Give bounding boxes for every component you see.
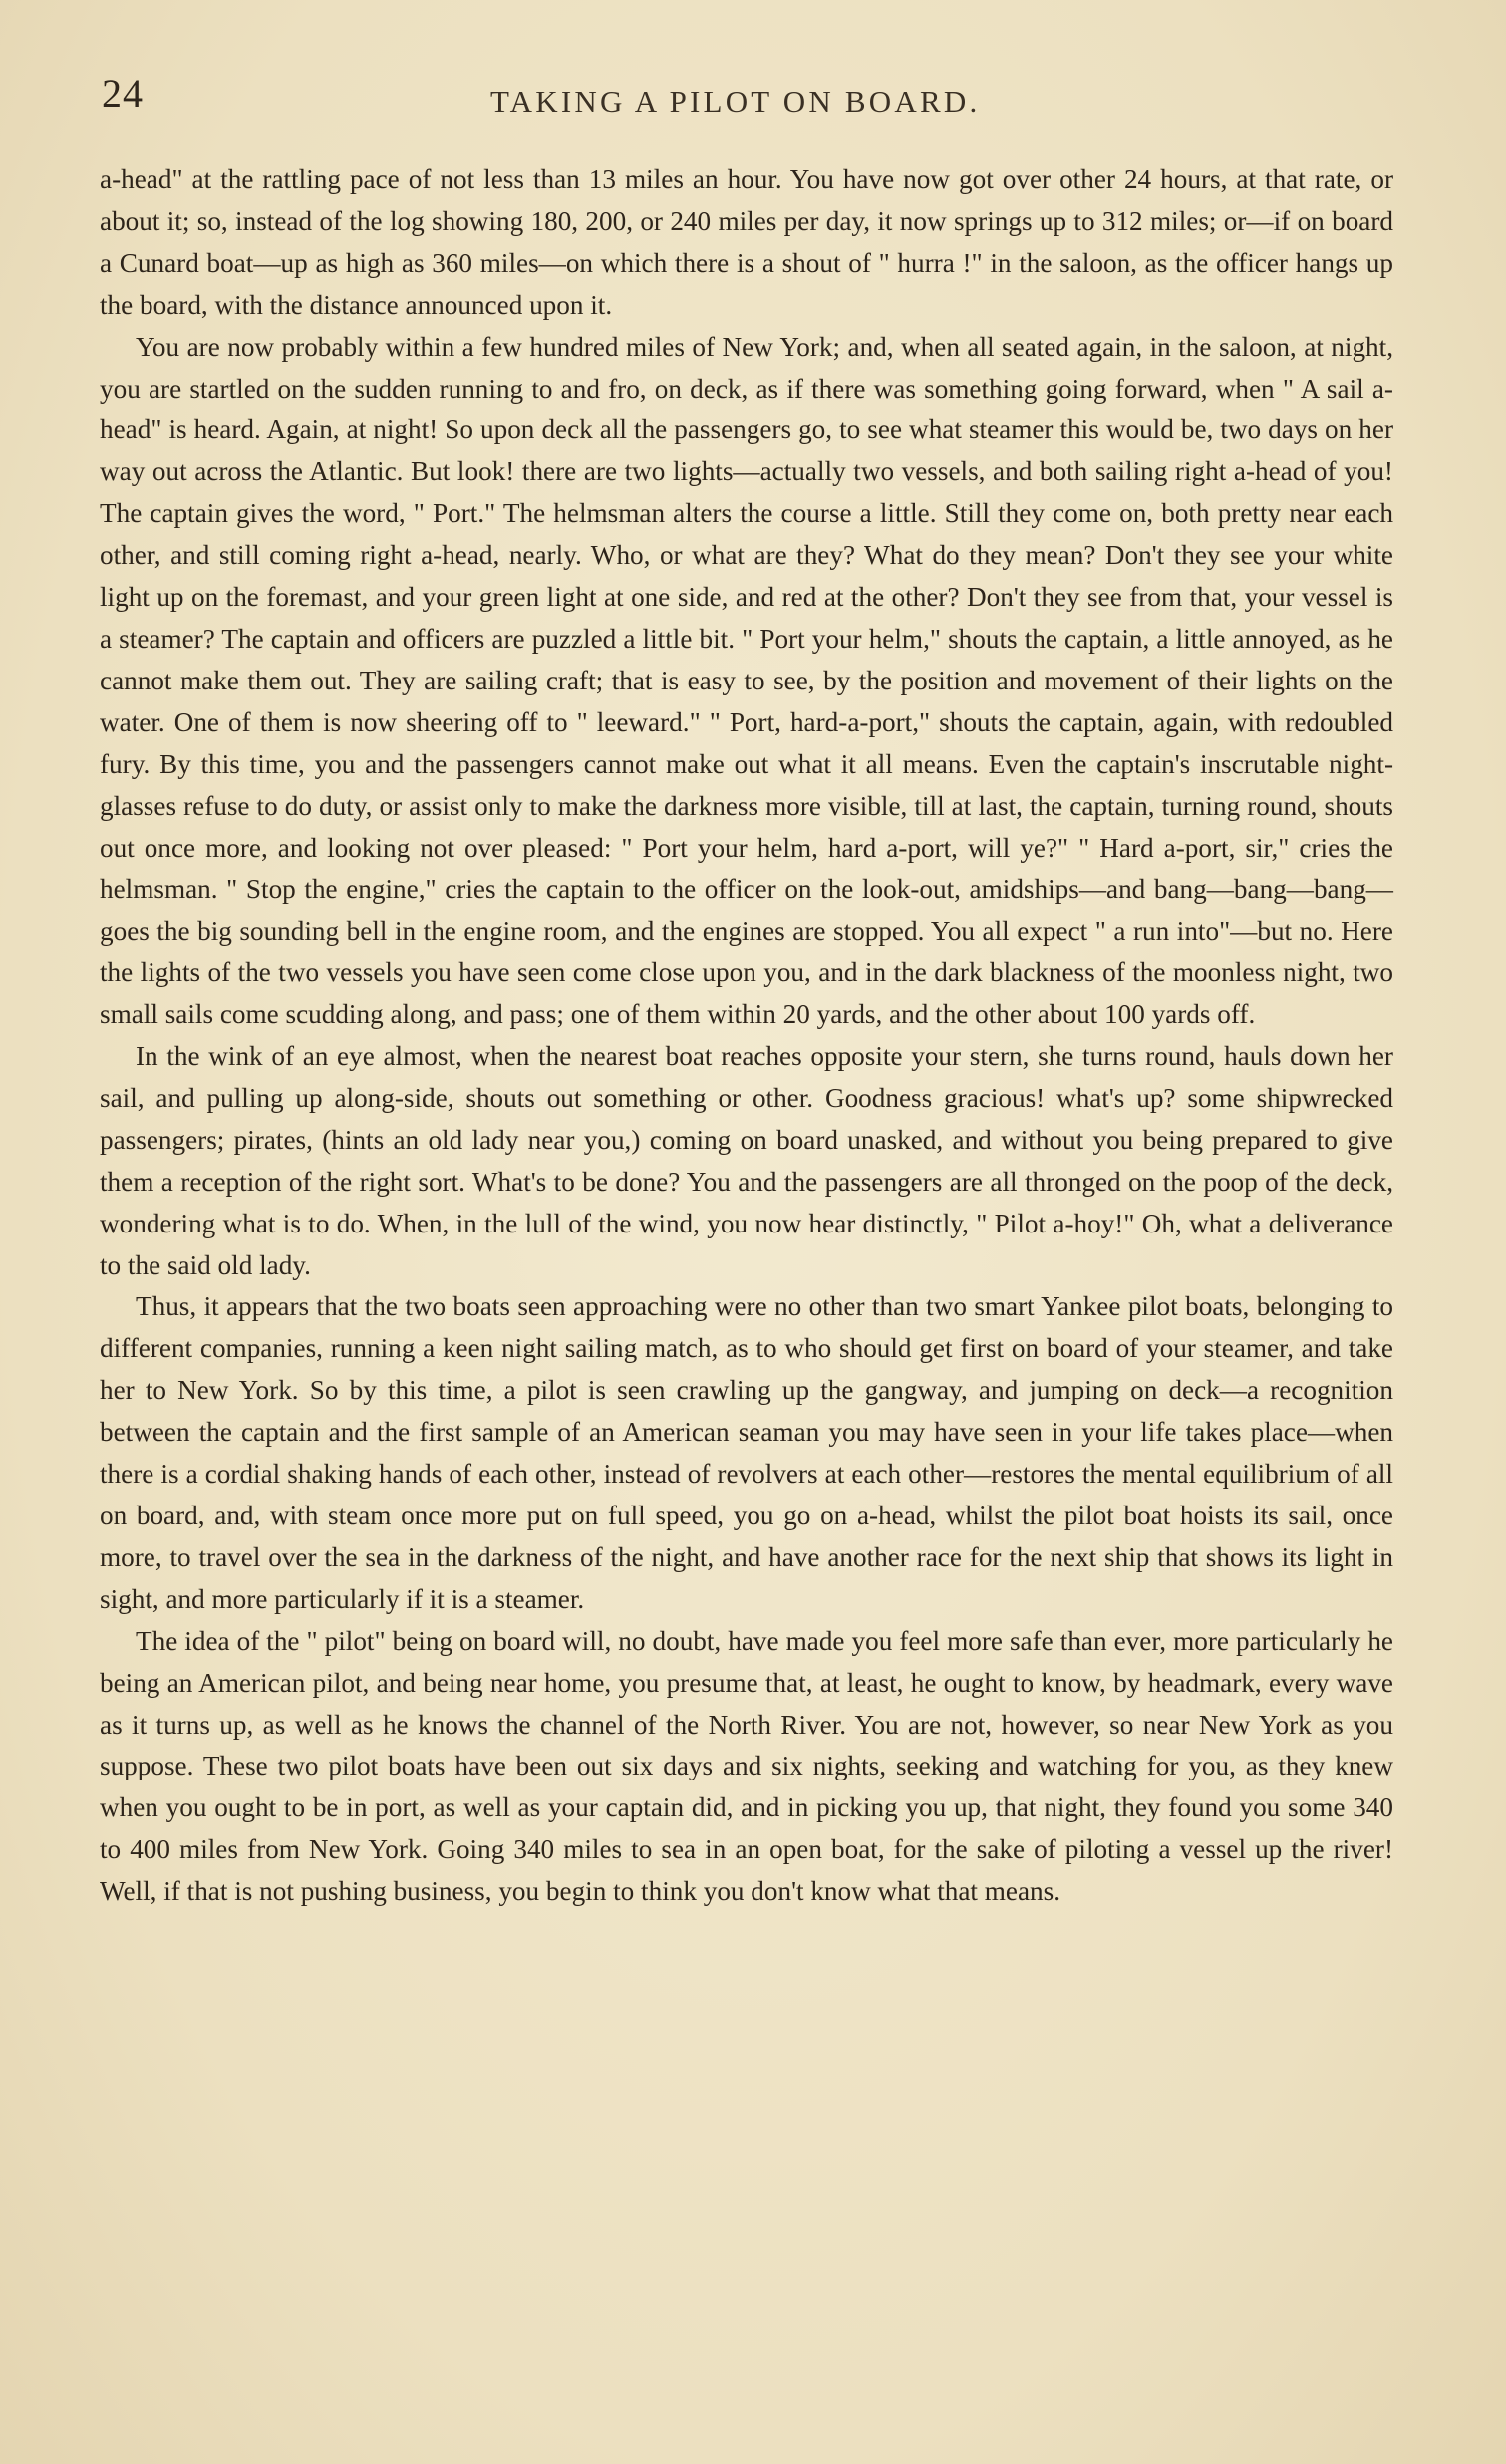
body-text xyxy=(100,159,1393,1913)
paragraph-1: a-head" at the rattling pace of not less than 13 miles an hour. You have now got over other 24 hours, at that rate, or about it; so, instead of the log showing 180, 200, or 240 miles per day, it now springs up to 312 miles; or—if on board a Cunard boat—up as high as 360 miles—on which there is a shout of " hurra !" in the saloon, as the officer hangs up the board, with the distance announced upon it. xyxy=(100,164,1393,320)
paragraph-2: You are now probably within a few hundred miles of New York; and, when all seated again, in the saloon, at night, you are startled on the sudden running to and fro, on deck, as if there was something going forward, when " A sail a-head" is heard. Again, at night! So upon deck all the passengers go, to see what steamer this would be, two days on her way out across the Atlantic. But look! there are two lights—actually two vessels, and both sailing right a-head of you! The captain gives the word, " Port." The helmsman alters the course a little. Still they come on, both pretty near each other, and still coming right a-head, nearly. Who, or what are they? What do they mean? Don't they see your white light up on the foremast, and your green light at one side, and red at the other? Don't they see from that, your vessel is a steamer? The captain and officers are puzzled a little bit. " Port your helm," shouts the captain, a little annoyed, as he cannot make them out. They are sailing craft; that is easy to see, by the position and movement of their lights on the water. One of them is now sheering off to " leeward." " Port, hard-a-port," shouts the captain, again, with redoubled fury. By this time, you and the passengers cannot make out what it all means. Even the captain's inscrutable night-glasses refuse to do duty, or assist only to make the darkness more visible, till at last, the captain, turning round, shouts out once more, and looking not over pleased: " Port your helm, hard a-port, will ye?" " Hard a-port, sir," cries the helmsman. " Stop the engine," cries the captain to the officer on the look-out, amidships—and bang—bang—bang—goes the big sounding bell in the engine room, and the engines are stopped. You all expect " a run into"—but no. Here the lights of the two vessels you have seen come close upon you, and in the dark blackness of the moonless night, two small sails come scudding along, and pass; one of them within 20 yards, and the other about 100 yards off. xyxy=(100,331,1393,1030)
page-number: 24 xyxy=(102,71,144,116)
paragraph-4: Thus, it appears that the two boats seen approaching were no other than two smart Yankee pilot boats, belonging to different companies, running a keen night sailing match, as to who should get first on board of your steamer, and take her to New York. So by this time, a pilot is seen crawling up the gangway, and jumping on deck—a recognition between the captain and the first sample of an American seaman you may have seen in your life takes place—when there is a cordial shaking hands of each other, instead of revolvers at each other—restores the mental equilibrium of all on board, and, with steam once more put on full speed, you go on a-head, whilst the pilot boat hoists its sail, once more, to travel over the sea in the darkness of the night, and have another race for the next ship that shows its light in sight, and more particularly if it is a steamer. xyxy=(100,1291,1393,1614)
running-title: TAKING A PILOT ON BOARD. xyxy=(490,84,981,119)
paragraph-5: The idea of the " pilot" being on board will, no doubt, have made you feel more safe than ever, more particularly he being an American pilot, and being near home, you presume that, at least, he ought to know, by headmark, every wave as it turns up, as well as he knows the channel of the North River. You are not, however, so near New York as you suppose. These two pilot boats have been out six days and six nights, seeking and watching for you, as they knew when you ought to be in port, as well as your captain did, and in picking you up, that night, they found you some 340 to 400 miles from New York. Going 340 miles to sea in an open boat, for the sake of piloting a vessel up the river! Well, if that is not pushing business, you begin to think you don't know what that means. xyxy=(100,1625,1393,1907)
paragraph-3: In the wink of an eye almost, when the nearest boat reaches opposite your stern, she turns round, hauls down her sail, and pulling up along-side, shouts out something or other. Goodness gracious! what's up? some shipwrecked passengers; pirates, (hints an old lady near you,) coming on board unasked, and without you being prepared to give them a reception of the right sort. What's to be done? You and the passengers are all thronged on the poop of the deck, wondering what is to do. When, in the lull of the wind, you now hear distinctly, " Pilot a-hoy!" Oh, what a deliverance to the said old lady. xyxy=(100,1041,1393,1280)
page-header xyxy=(100,70,1405,130)
